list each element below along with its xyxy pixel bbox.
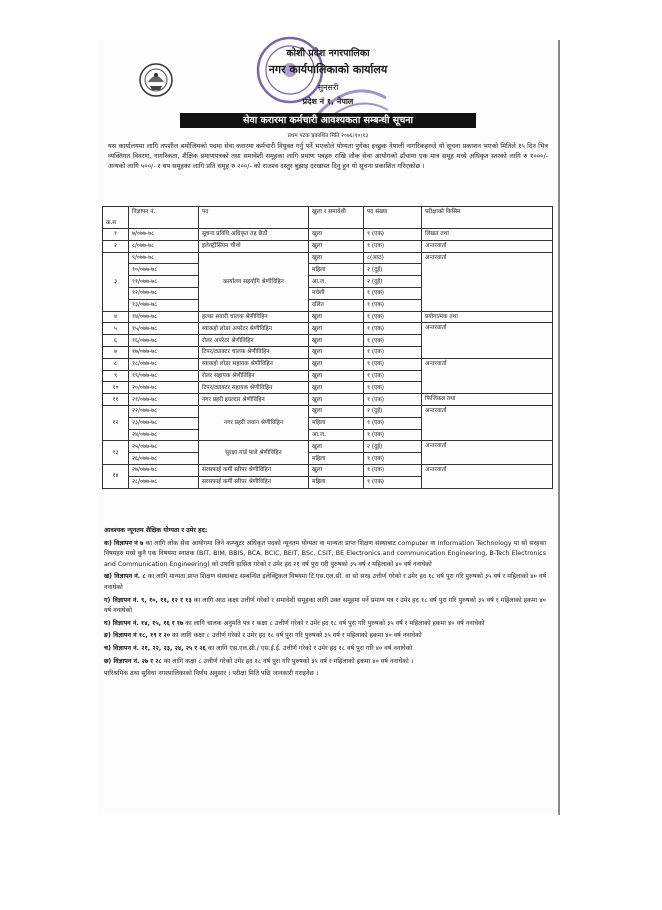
- note-label: घ) विज्ञापन नं. १४, १५, १६ र १७: [104, 619, 184, 627]
- note-text: का लागि मान्यता प्राप्त शिक्षण संस्थाबाट सम्बन्धित इलेक्ट्रिकल विषयमा टि.एस.एल.सी. वा सो सरह उत्तीर्ण गरेको र उमेर हद १८ वर्ष पुरा गरि पुरुषको ३५ वर्ष र महिलाको ४० वर्ष ननाघेको: [104, 573, 546, 591]
- cell-exam: अन्तरवार्ता: [422, 441, 553, 465]
- note-text: का लागि एस.एल.सी./ एस.ई.ई. उत्तीर्ण गरेको र उमेर हद १८ वर्ष पुरा गरि ४० वर्ष ननाघेको: [207, 644, 413, 652]
- cell-num: १ (एक): [364, 429, 422, 441]
- cell-cat: महिला: [309, 264, 364, 276]
- publication-date: प्रथम पटक प्रकाशित मिति २०७६।१०।१३: [287, 133, 369, 139]
- header-line-1: कोशी प्रदेश नगरपालिका: [286, 48, 370, 59]
- table-row: [103, 441, 553, 453]
- cell-cat: खुला: [309, 464, 364, 476]
- table-row: [103, 464, 553, 476]
- cell-ad: २३/०७७-७८: [129, 417, 199, 429]
- cell-sn: १२: [103, 405, 129, 440]
- note-text: का लागि लोक सेवा आयोगमा लिने कम्प्युटर अधिकृत पदको न्यूनतम योग्यता वा मान्यता प्राप्त शिक्षण संस्थाबाट computer वा Information Technology मा सो सरहका विषयहरु मध्ये कुनै एक विषयमा स्नातक (BIT, BIM, BBIS, BCA, BCIC, BEIT, BSc, CSIT, BE Electronics and communication Engineering, B-Tech Electronics and Communication Engineering) को उपाधि हासिल गरेको र उमेर हद २१ वर्ष पुरा गरी पुरुषको ३५ वर्ष र महिलाको ४० वर्ष ननाघेको: [104, 539, 546, 568]
- cell-sn: ३: [103, 252, 129, 311]
- cell-num: १ (एक): [364, 464, 422, 476]
- header-category: खुला र समावेशी: [309, 207, 364, 229]
- cell-sn: ५: [103, 323, 129, 335]
- cell-post: सूचना प्रविधि अधिकृत तह छैठौं: [199, 229, 309, 241]
- cell-ad: १५/०७७-७८: [129, 323, 199, 335]
- cell-ad: २१/०७७-७८: [129, 394, 199, 406]
- table-row: [103, 394, 553, 406]
- cell-sn: ११: [103, 394, 129, 406]
- cell-ad: १७/०७७-७८: [129, 346, 199, 358]
- table-row: [103, 311, 553, 323]
- cell-post: ब्याकहो लोडर अपरेटर श्रेणीविहिन: [199, 323, 309, 335]
- note-item: [104, 539, 546, 571]
- cell-post: रोलर सहायक श्रेणीविहिन: [199, 370, 309, 382]
- cell-sn: ६: [103, 335, 129, 347]
- note-text: का लागि कक्षा ८ उत्तीर्ण गरेको र उमेर हद १८ वर्ष पुरा गरि पुरुषको ३५ वर्ष र महिलाको हकमा ४० वर्ष ननाघेको: [172, 632, 422, 640]
- cell-ad: १२/०७७-७८: [129, 287, 199, 299]
- cell-cat: दलित: [309, 299, 364, 311]
- cell-num: १ (एक): [364, 323, 422, 335]
- cell-cat: खुला: [309, 358, 364, 370]
- header-count: पद संख्या: [364, 207, 422, 229]
- cell-exam: प्रयोगात्मक तथा: [422, 311, 553, 323]
- cell-exam: फिजिकल तथा: [422, 394, 553, 406]
- cell-post: नगर प्रहरी हवल्दार श्रेणीविहिन: [199, 394, 309, 406]
- cell-cat: महिला: [309, 453, 364, 465]
- table-header-row: [103, 207, 553, 229]
- cell-sn: १३: [103, 441, 129, 465]
- cell-num: १ (एक): [364, 370, 422, 382]
- cell-exam: अन्तरवार्ता: [422, 240, 553, 252]
- note-item: [104, 631, 546, 642]
- cell-num: २ (दुई): [364, 264, 422, 276]
- cell-sn: २: [103, 240, 129, 252]
- header-sn: क्र.स: [103, 207, 129, 229]
- cell-cat: महिला: [309, 417, 364, 429]
- cell-sn: १४: [103, 464, 129, 488]
- cell-post: टिपर/ट्याक्टर सहायक श्रेणीविहिन: [199, 382, 309, 394]
- header-exam: परीक्षाको किसिम: [422, 207, 553, 229]
- cell-ad: १६/०७७-७८: [129, 335, 199, 347]
- note-label: ख) विज्ञापन नं. ८: [104, 573, 146, 581]
- cell-ad: ११/०७७-७८: [129, 276, 199, 288]
- cell-num: १ (एक): [364, 417, 422, 429]
- cell-cat: खुला: [309, 382, 364, 394]
- cell-ad: २४/०७७-७८: [129, 429, 199, 441]
- cell-sn: ४: [103, 311, 129, 323]
- cell-ad: २८/०७७-७८: [129, 476, 199, 488]
- cell-exam: अन्तरवार्ता: [422, 252, 553, 311]
- notes-footer: पारिश्रमिक तथा सुविधा नगरपालिकाको निर्णय अनुसार । परीक्षा मिति पछि जानकारी गराइनेछ ।: [104, 670, 319, 678]
- cell-num: २ (दुई): [364, 276, 422, 288]
- cell-num: १ (एक): [364, 382, 422, 394]
- cell-cat: खुला: [309, 311, 364, 323]
- cell-cat: खुला: [309, 252, 364, 264]
- note-label: छ) विज्ञापन नं. २७ र २८: [104, 657, 162, 665]
- note-text: का लागि चालक अनुमति पत्र र कक्षा ८ उत्तीर्ण गरेको र उमेर हद १८ वर्ष पुरा गरि पुरुषको ३५ वर्ष र महिलाको हकमा ४० वर्ष ननाघेको: [185, 619, 485, 627]
- note-text: का लागि कक्षा ८ उत्तीर्ण गरेको उमेर हद १८ वर्ष पुरा गरि पुरुषको ३५ वर्ष र महिलाको हकमा ४० वर्ष ननाघेको ।: [163, 657, 414, 665]
- cell-cat: खुला: [309, 229, 364, 241]
- cell-num: ८(आठ): [364, 252, 422, 264]
- notice-title-banner: सेवा करारमा कर्मचारी आवश्यकता सम्बन्धी सूचना: [180, 113, 476, 128]
- cell-ad: २०/०७७-७८: [129, 382, 199, 394]
- cell-ad: ९/०७७-७८: [129, 252, 199, 264]
- cell-ad: १०/०७७-७८: [129, 264, 199, 276]
- cell-post: इलेक्ट्रीसियन चौथो: [199, 240, 309, 252]
- cell-num: १ (एक): [364, 346, 422, 358]
- cell-cat: महिला: [309, 476, 364, 488]
- cell-post: टिपर/ट्याक्टर चालक श्रेणीविहिन: [199, 346, 309, 358]
- table-row: [103, 405, 553, 417]
- cell-num: १ (एक): [364, 240, 422, 252]
- cell-ad: २२/०७७-७८: [129, 405, 199, 417]
- cell-ad: २६/०७७-७८: [129, 453, 199, 465]
- notes-title: आवश्यक न्यूनतम शैक्षिक योग्यता र उमेर हद:: [104, 527, 208, 534]
- cell-num: १ (एक): [364, 476, 422, 488]
- cell-sn: १: [103, 229, 129, 241]
- note-item: [104, 596, 546, 617]
- cell-cat: खुला: [309, 323, 364, 335]
- cell-post: सरसफाई कर्मी स्वीपर श्रेणीविहिन: [199, 464, 309, 476]
- cell-exam: अन्तरवार्ता: [422, 358, 553, 393]
- cell-post: सरसफाई कर्मी स्वीपर श्रेणीविहिन: [199, 476, 309, 488]
- cell-num: १ (एक): [364, 287, 422, 299]
- cell-cat: मधेशी: [309, 287, 364, 299]
- note-item: [104, 572, 546, 593]
- cell-ad: ७/०७७-७८: [129, 229, 199, 241]
- cell-num: १ (एक): [364, 299, 422, 311]
- cell-num: १ (एक): [364, 311, 422, 323]
- note-item: [104, 619, 546, 630]
- cell-ad: १४/०७७-७८: [129, 311, 199, 323]
- note-item: [104, 644, 546, 655]
- cell-num: २ (दुई): [364, 405, 422, 417]
- table-row: [103, 252, 553, 264]
- cell-cat: आ.ज.: [309, 276, 364, 288]
- cell-ad: २७/०७७-७८: [129, 464, 199, 476]
- cell-cat: खुला: [309, 394, 364, 406]
- note-text: का लागि आठ कक्षा उत्तीर्ण गरेको र समावेशी समूहका लागि उक्त समूहमा पर्ने प्रमाण पत्र र उमेर हद १८ वर्ष पुरा गरि पुरुषको ३५ वर्ष र महिलाको हकमा ४० वर्ष ननाघेको: [104, 596, 546, 615]
- header-office-name: नगर कार्यपालिकाको कार्यालय: [268, 63, 388, 76]
- cell-num: १ (एक): [364, 453, 422, 465]
- cell-ad: १९/०७७-७८: [129, 370, 199, 382]
- cell-cat: आ.ज.: [309, 429, 364, 441]
- cell-num: १ (एक): [364, 335, 422, 347]
- header-post: पद: [199, 207, 309, 229]
- note-item: [104, 657, 546, 668]
- table-row: [103, 323, 553, 335]
- header-district: सुनसरी: [317, 83, 339, 92]
- cell-ad: ८/०७७-७८: [129, 240, 199, 252]
- cell-num: १ (एक): [364, 229, 422, 241]
- cell-cat: खुला: [309, 240, 364, 252]
- cell-cat: खुला: [309, 370, 364, 382]
- table-row: [103, 229, 553, 241]
- cell-num: १ (एक): [364, 394, 422, 406]
- cell-exam: लिखत तथा: [422, 229, 553, 241]
- cell-exam: अन्तरवार्ता: [422, 323, 553, 358]
- header-province: प्रदेश नं १, नेपाल: [302, 97, 354, 106]
- cell-exam: अन्तरवार्ता: [422, 405, 553, 440]
- cell-post: सुरक्षा गार्ड पाले श्रेणीविहिन: [199, 441, 309, 465]
- cell-ad: १३/०७७-७८: [129, 299, 199, 311]
- cell-post: नगर प्रहरी जवान श्रेणीविहिन: [199, 405, 309, 440]
- note-label: क) विज्ञापन नं ७: [104, 539, 144, 547]
- cell-ad: २५/०७७-७८: [129, 441, 199, 453]
- cell-ad: १८/०७७-७८: [129, 358, 199, 370]
- cell-num: २ (दुई): [364, 441, 422, 453]
- cell-sn: ८: [103, 358, 129, 370]
- cell-cat: खुला: [309, 405, 364, 417]
- cell-sn: ९: [103, 370, 129, 382]
- cell-cat: खुला: [309, 441, 364, 453]
- note-label: ग) विज्ञापन नं. ९, १०, ११, १२ र १३: [104, 596, 192, 604]
- vacancy-table: [102, 206, 553, 489]
- header-ad-no: विज्ञापन नं.: [129, 207, 199, 229]
- cell-post: हल्का सवारी चालक श्रेणीविहिन: [199, 311, 309, 323]
- table-row: [103, 358, 553, 370]
- cell-post: रोलर अपरेटर श्रेणीविहिन: [199, 335, 309, 347]
- cell-cat: खुला: [309, 335, 364, 347]
- cell-sn: ७: [103, 346, 129, 358]
- cell-exam: अन्तरवार्ता: [422, 464, 553, 488]
- notice-page: [98, 40, 558, 815]
- cell-post: कार्यालय सहयोगि श्रेणीविहिन: [199, 252, 309, 311]
- cell-sn: १०: [103, 382, 129, 394]
- cell-cat: खुला: [309, 346, 364, 358]
- cell-post: ब्याकहो लोडर सहायक श्रेणीविहिन: [199, 358, 309, 370]
- note-label: ङ) विज्ञापन नं १८, १९ र २०: [104, 632, 171, 640]
- note-label: च) विज्ञापन नं. २१, २२, २३, २४, २५ र २६: [104, 644, 206, 652]
- table-row: [103, 240, 553, 252]
- cell-num: १ (एक): [364, 358, 422, 370]
- intro-paragraph: यस कार्यालयमा लागि तपशील बमोजिमको पदमा सेवा करारमा कर्मचारी नियुक्त गर्नु पर्ने भएकोले योग्यता पुगेका इच्छुक नेपाली नागरिकहरुले यो सूचना प्रकाशन भएको मितिले १५ दिन भित्र व्यक्तिगत विवरण, नागरिकता, शैक्षिक प्रमाणपत्रको तथा समावेशी समूहका लागि प्रमाण पत्रहरु राखि लोक सेवा आयोगको ढाँचामा एक मात्र समूह मध्ये अधिकृत स्तरको लागि रु १०००/- अन्यको लागि ५००/- र थप समूहका लागि प्रति समूह रु २००/- को राजश्व दस्तुर बुझाइ दरखास्त दिनु हुन यो सूचना प्रकाशित गरिएकोछ ।: [108, 142, 548, 171]
- qualification-notes: [104, 526, 546, 682]
